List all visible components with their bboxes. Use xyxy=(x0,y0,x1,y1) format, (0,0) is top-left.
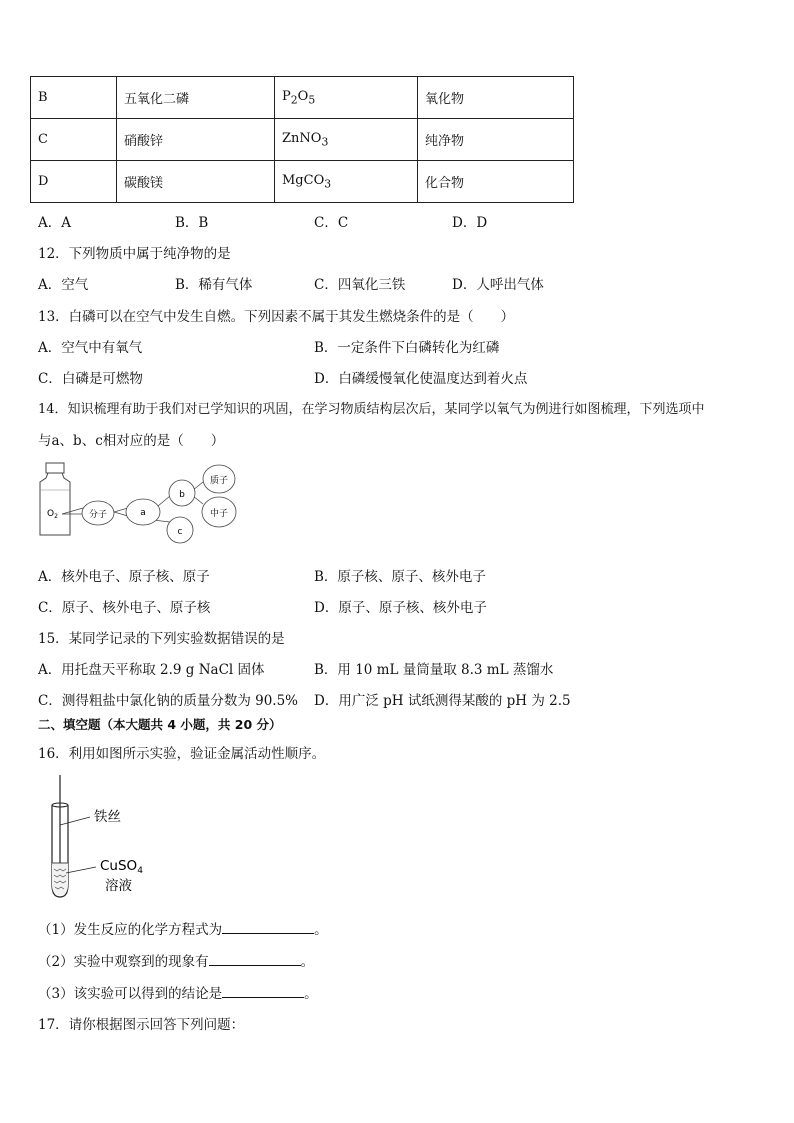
bottle-label: $O_2$ xyxy=(47,509,58,520)
q11-option-c: C．C xyxy=(314,215,349,231)
answer-blank[interactable] xyxy=(222,921,314,934)
q13-option-c: C．白磷是可燃物 xyxy=(38,371,143,387)
node-c-label: c xyxy=(177,527,183,537)
q14-option-d: D．原子、原子核、核外电子 xyxy=(314,600,487,616)
q13-option-d: D．白磷缓慢氧化使温度达到着火点 xyxy=(314,371,528,387)
substance-name: 碳酸镁 xyxy=(117,161,275,203)
q12-option-a: A．空气 xyxy=(38,277,89,293)
q12-option-b: B．稀有气体 xyxy=(175,277,253,293)
q16-part-3: （3）该实验可以得到的结论是 。 xyxy=(38,986,318,1002)
q14-stem-line1: 14．知识梳理有助于我们对已学知识的巩固，在学习物质结构层次后，某同学以氧气为例进行如图梳理，下列选项中 xyxy=(38,402,705,417)
table-row xyxy=(31,77,574,119)
iron-wire-label: 铁丝 xyxy=(94,809,121,825)
row-label: D xyxy=(31,161,117,203)
q15-stem: 15．某同学记录的下列实验数据错误的是 xyxy=(38,631,285,647)
substance-name: 硝酸锌 xyxy=(117,119,275,161)
q15-option-d: D．用广泛 pH 试纸测得某酸的 pH 为 2.5 xyxy=(314,693,571,709)
q16-part-2: （2）实验中观察到的现象有 。 xyxy=(38,954,315,970)
q17-stem: 17．请你根据图示回答下列问题： xyxy=(38,1017,245,1033)
q16-stem: 16．利用如图所示实验，验证金属活动性顺序。 xyxy=(38,746,326,762)
copper-sulfate-formula: CuSO$_4$ xyxy=(100,858,143,876)
q15-option-b: B．用 10 mL 量筒量取 8.3 mL 蒸馏水 xyxy=(314,662,554,678)
q14-option-c: C．原子、核外电子、原子核 xyxy=(38,600,211,616)
proton-label: 质子 xyxy=(209,476,229,486)
q11-option-b: B．B xyxy=(175,215,209,231)
substance-table xyxy=(30,76,574,203)
row-label: C xyxy=(31,119,117,161)
q11-option-a: A．A xyxy=(38,215,71,231)
q13-option-a: A．空气中有氧气 xyxy=(38,340,143,356)
q14-option-b: B．原子核、原子、核外电子 xyxy=(314,569,486,585)
substance-name: 五氧化二磷 xyxy=(117,77,275,119)
q15-option-a: A．用托盘天平称取 2.9 g NaCl 固体 xyxy=(38,662,265,678)
chemical-formula: MgCO$_3$ xyxy=(275,161,418,203)
q14-stem-line2: 与a、b、c相对应的是（ ） xyxy=(38,433,225,449)
q14-option-a: A．核外电子、原子核、原子 xyxy=(38,569,210,585)
section-title: 二、填空题（本大题共 4 小题，共 20 分） xyxy=(38,717,282,732)
solution-fill xyxy=(52,863,68,895)
q11-option-d: D．D xyxy=(452,215,488,231)
table-row xyxy=(31,119,574,161)
q12-option-c: C．四氧化三铁 xyxy=(314,277,406,293)
gas-bottle-icon xyxy=(40,463,70,535)
chemical-formula: ZnNO$_3$ xyxy=(275,119,418,161)
substance-category: 化合物 xyxy=(418,161,574,203)
q13-stem: 13．白磷可以在空气中发生自燃。下列因素不属于其发生燃烧条件的是（ ） xyxy=(38,309,515,325)
answer-blank[interactable] xyxy=(222,985,304,998)
node-a-label: a xyxy=(140,508,146,518)
chemical-formula: $P_2O_5$ xyxy=(275,77,418,119)
row-label: B xyxy=(31,77,117,119)
molecule-label: 分子 xyxy=(88,510,108,520)
node-b-label: b xyxy=(179,490,185,500)
table-row xyxy=(31,161,574,203)
q13-option-b: B．一定条件下白磷转化为红磷 xyxy=(314,340,500,356)
q12-stem: 12．下列物质中属于纯净物的是 xyxy=(38,246,231,262)
answer-blank[interactable] xyxy=(209,953,301,966)
q16-part-1: （1）发生反应的化学方程式为 。 xyxy=(38,922,328,938)
oxygen-structure-diagram xyxy=(36,460,266,550)
substance-category: 纯净物 xyxy=(418,119,574,161)
substance-category: 氧化物 xyxy=(418,77,574,119)
q15-option-c: C．测得粗盐中氯化钠的质量分数为 90.5% xyxy=(38,693,299,709)
q12-option-d: D．人呼出气体 xyxy=(452,277,544,293)
neutron-label: 中子 xyxy=(209,509,229,519)
solution-label: 溶液 xyxy=(105,878,132,894)
test-tube-diagram xyxy=(40,775,200,900)
